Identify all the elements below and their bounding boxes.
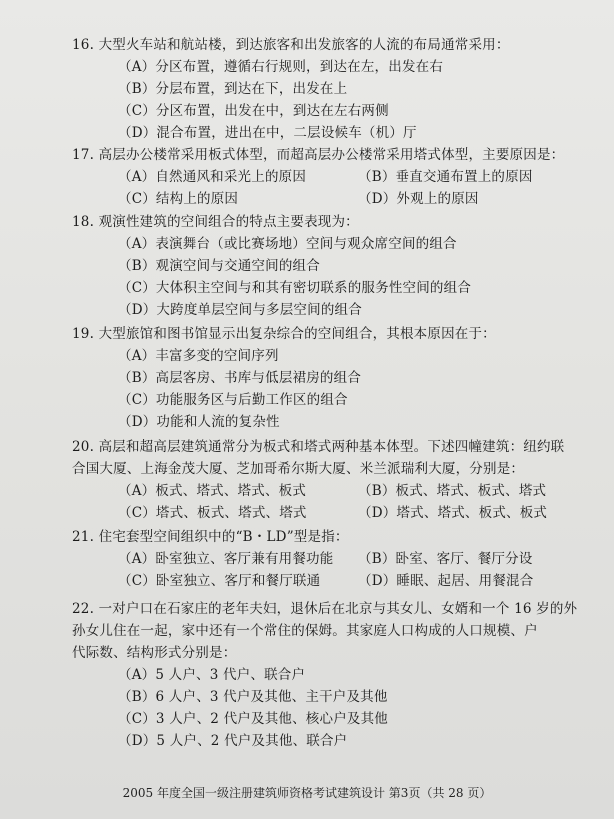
question-text: 一对户口在石家庄的老年夫妇，退休后在北京与其女儿、女婿和一个 16 岁的外 — [98, 601, 578, 617]
question-text: 住宅套型空间组织中的“B・LD”型是指： — [98, 529, 349, 545]
question-text: 观演性建筑的空间组合的特点主要表现为： — [98, 214, 359, 230]
question-21 — [72, 526, 592, 592]
question-number: 17. — [72, 147, 95, 163]
option-d: （D）大跨度单层空间与多层空间的组合 — [118, 302, 362, 318]
option-a: （A）自然通风和采光上的原因 — [118, 169, 307, 185]
option-c: （C）分区布置，出发在中，到达在左右两侧 — [118, 103, 389, 119]
option-c: （C）功能服务区与后勤工作区的组合 — [118, 392, 348, 408]
options-list — [72, 233, 592, 321]
option-b: （B）高层客房、书库与低层裙房的组合 — [118, 370, 362, 386]
option-b: （B）分层布置，到达在下，出发在上 — [118, 81, 348, 97]
option-b: （B）板式、塔式、板式、塔式 — [358, 483, 547, 499]
question-number: 22. — [72, 601, 95, 617]
question-text: 高层和超高层建筑通常分为板式和塔式两种基本体型。下述四幢建筑：纽约联 — [98, 439, 565, 455]
question-number: 16. — [72, 37, 95, 53]
options-list — [72, 548, 592, 592]
options-list — [72, 345, 592, 433]
options-list — [72, 166, 592, 210]
options-list — [72, 664, 592, 752]
question-16 — [72, 34, 592, 144]
question-17 — [72, 144, 592, 210]
option-a: （A）丰富多变的空间序列 — [118, 348, 279, 364]
option-c: （C）结构上的原因 — [118, 191, 239, 207]
question-22 — [72, 598, 592, 752]
option-a: （A）分区布置，遵循右行规则，到达在左，出发在右 — [118, 59, 444, 75]
question-text-cont: 代际数、结构形式分别是： — [72, 645, 237, 661]
question-stem — [72, 211, 592, 233]
question-text-cont: 孙女儿住在一起，家中还有一个常住的保姆。其家庭人口构成的人口规模、户 — [72, 623, 538, 639]
option-d: （D）功能和人流的复杂性 — [118, 414, 280, 430]
question-number: 19. — [72, 326, 95, 342]
question-stem — [72, 598, 592, 620]
question-stem — [72, 323, 592, 345]
question-19 — [72, 323, 592, 433]
question-number: 21. — [72, 529, 95, 545]
question-number: 20. — [72, 439, 95, 455]
question-text-cont: 合国大厦、上海金茂大厦、芝加哥希尔斯大厦、米兰派瑞利大厦，分别是： — [72, 461, 525, 477]
option-d: （D）睡眠、起居、用餐混合 — [358, 573, 534, 589]
question-stem — [72, 436, 592, 458]
options-list — [72, 56, 592, 144]
options-list — [72, 480, 592, 524]
question-20 — [72, 436, 592, 524]
question-text: 大型旅馆和图书馆显示出复杂综合的空间组合，其根本原因在于： — [98, 326, 496, 342]
option-c: （C）3 人户、2 代户及其他、核心户及其他 — [118, 711, 388, 727]
option-a: （A）卧室独立、客厅兼有用餐功能 — [118, 551, 334, 567]
option-a: （A）板式、塔式、塔式、板式 — [118, 483, 307, 499]
option-c: （C）卧室独立、客厅和餐厅联通 — [118, 573, 321, 589]
option-b: （B）垂直交通布置上的原因 — [358, 169, 533, 185]
question-number: 18. — [72, 214, 95, 230]
option-d: （D）外观上的原因 — [358, 191, 479, 207]
option-a: （A）5 人户、3 代户、联合户 — [118, 667, 306, 683]
option-d: （D）5 人户、2 代户及其他、联合户 — [118, 733, 348, 749]
option-b: （B）卧室、客厅、餐厅分设 — [358, 551, 533, 567]
question-18 — [72, 211, 592, 321]
option-d: （D）塔式、塔式、板式、板式 — [358, 505, 548, 521]
option-c: （C）大体积主空间与和其有密切联系的服务性空间的组合 — [118, 280, 472, 296]
question-text: 大型火车站和航站楼，到达旅客和出发旅客的人流的布局通常采用： — [98, 37, 510, 53]
question-text: 高层办公楼常采用板式体型，而超高层办公楼常采用塔式体型，主要原因是： — [98, 147, 565, 163]
option-b: （B）观演空间与交通空间的组合 — [118, 258, 320, 274]
question-stem — [72, 526, 592, 548]
option-c: （C）塔式、板式、塔式、塔式 — [118, 505, 307, 521]
option-a: （A）表演舞台（或比赛场地）空间与观众席空间的组合 — [118, 236, 457, 252]
option-b: （B）6 人户、3 代户及其他、主干户及其他 — [118, 689, 388, 705]
question-stem — [72, 34, 592, 56]
question-stem — [72, 144, 592, 166]
option-d: （D）混合布置，进出在中，二层设候车（机）厅 — [118, 125, 417, 141]
page-footer: 2005 年度全国一级注册建筑师资格考试建筑设计 第3页（共 28 页） — [122, 786, 492, 800]
